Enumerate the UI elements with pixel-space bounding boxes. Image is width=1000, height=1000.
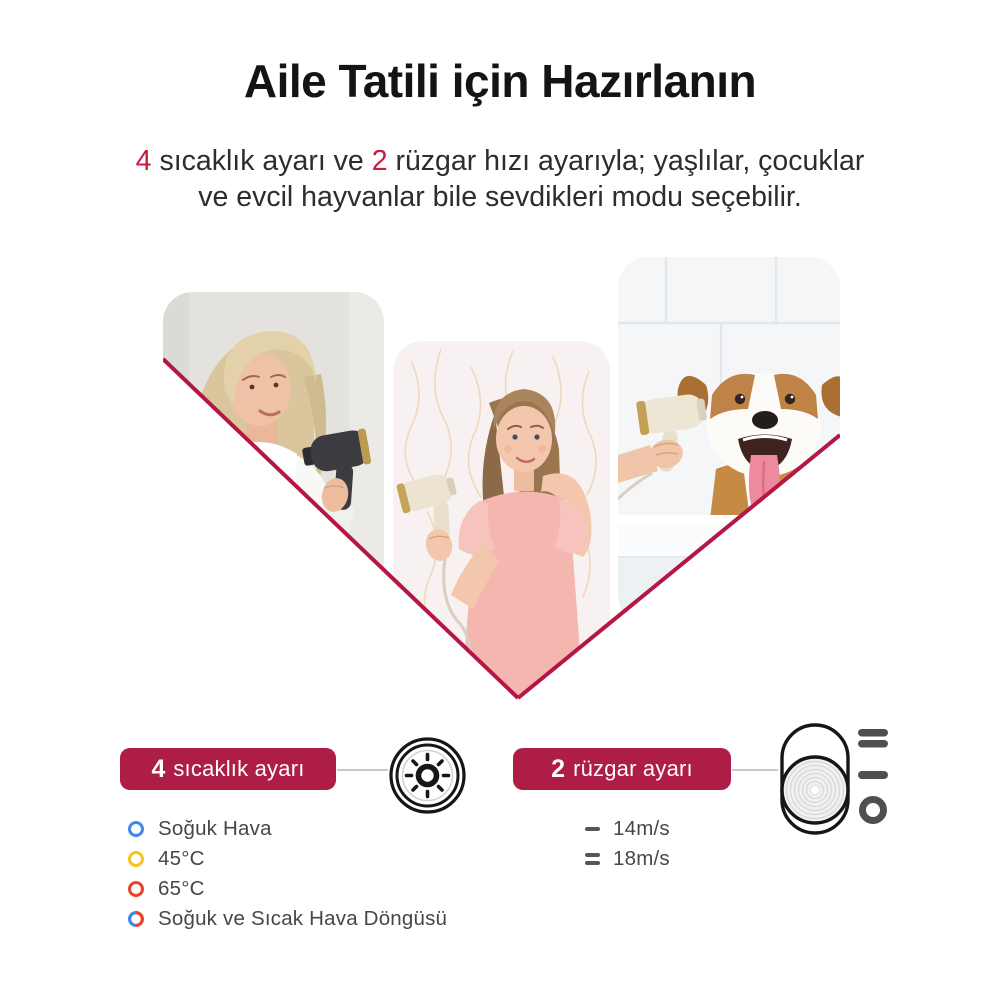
page-title: Aile Tatili için Hazırlanın <box>243 55 757 107</box>
wind-item: 14m/s <box>585 814 670 844</box>
speed-1-dash-icon <box>585 827 602 831</box>
sun-brightness-dial-icon <box>388 736 467 815</box>
temperature-connector-line <box>337 769 388 771</box>
wind-badge-label: rüzgar ayarı <box>573 756 693 781</box>
temperature-list <box>128 814 447 934</box>
photo-dog-being-dried <box>618 257 840 625</box>
temperature-badge-label: sıcaklık ayarı <box>173 756 305 781</box>
wind-badge-number: 2 <box>551 754 566 783</box>
cold-hot-cycle-ring-icon <box>128 911 144 927</box>
cold-air-ring-icon <box>128 821 144 837</box>
hairdryer-rear-icon <box>779 722 851 836</box>
woman-illustration <box>163 292 384 712</box>
temperature-badge <box>120 748 336 790</box>
temperature-item: 45°C <box>128 844 447 874</box>
dog-illustration <box>618 257 840 625</box>
photo-girl-drying-hair <box>393 341 610 721</box>
speed-2-dash-icon <box>585 853 602 864</box>
temperature-count: 4 <box>135 145 152 177</box>
hero-photo-composition <box>163 255 840 705</box>
wind-connector-line <box>732 769 778 771</box>
wind-item: 18m/s <box>585 844 670 874</box>
hero-v-clip <box>163 255 840 705</box>
warm-45-ring-icon <box>128 851 144 867</box>
temperature-item: 65°C <box>128 874 447 904</box>
temperature-badge-number: 4 <box>151 754 166 783</box>
temperature-item: Soğuk Hava <box>128 814 447 844</box>
page-subtitle <box>0 143 1000 215</box>
temperature-item: Soğuk ve Sıcak Hava Döngüsü <box>128 904 447 934</box>
wind-count: 2 <box>371 145 388 177</box>
subtitle-line1: 4 sıcaklık ayarı ve 2 rüzgar hızı ayarıyla; yaşlılar, çocuklar <box>135 145 865 177</box>
girl-illustration <box>393 341 610 721</box>
subtitle-line2: ve evcil hayvanlar bile sevdikleri modu seçebilir. <box>198 181 802 213</box>
wind-list <box>585 814 670 874</box>
hot-65-ring-icon <box>128 881 144 897</box>
wind-badge <box>513 748 731 790</box>
photo-woman-drying-hair <box>163 292 384 712</box>
hairdryer-buttons-icon <box>855 726 891 830</box>
